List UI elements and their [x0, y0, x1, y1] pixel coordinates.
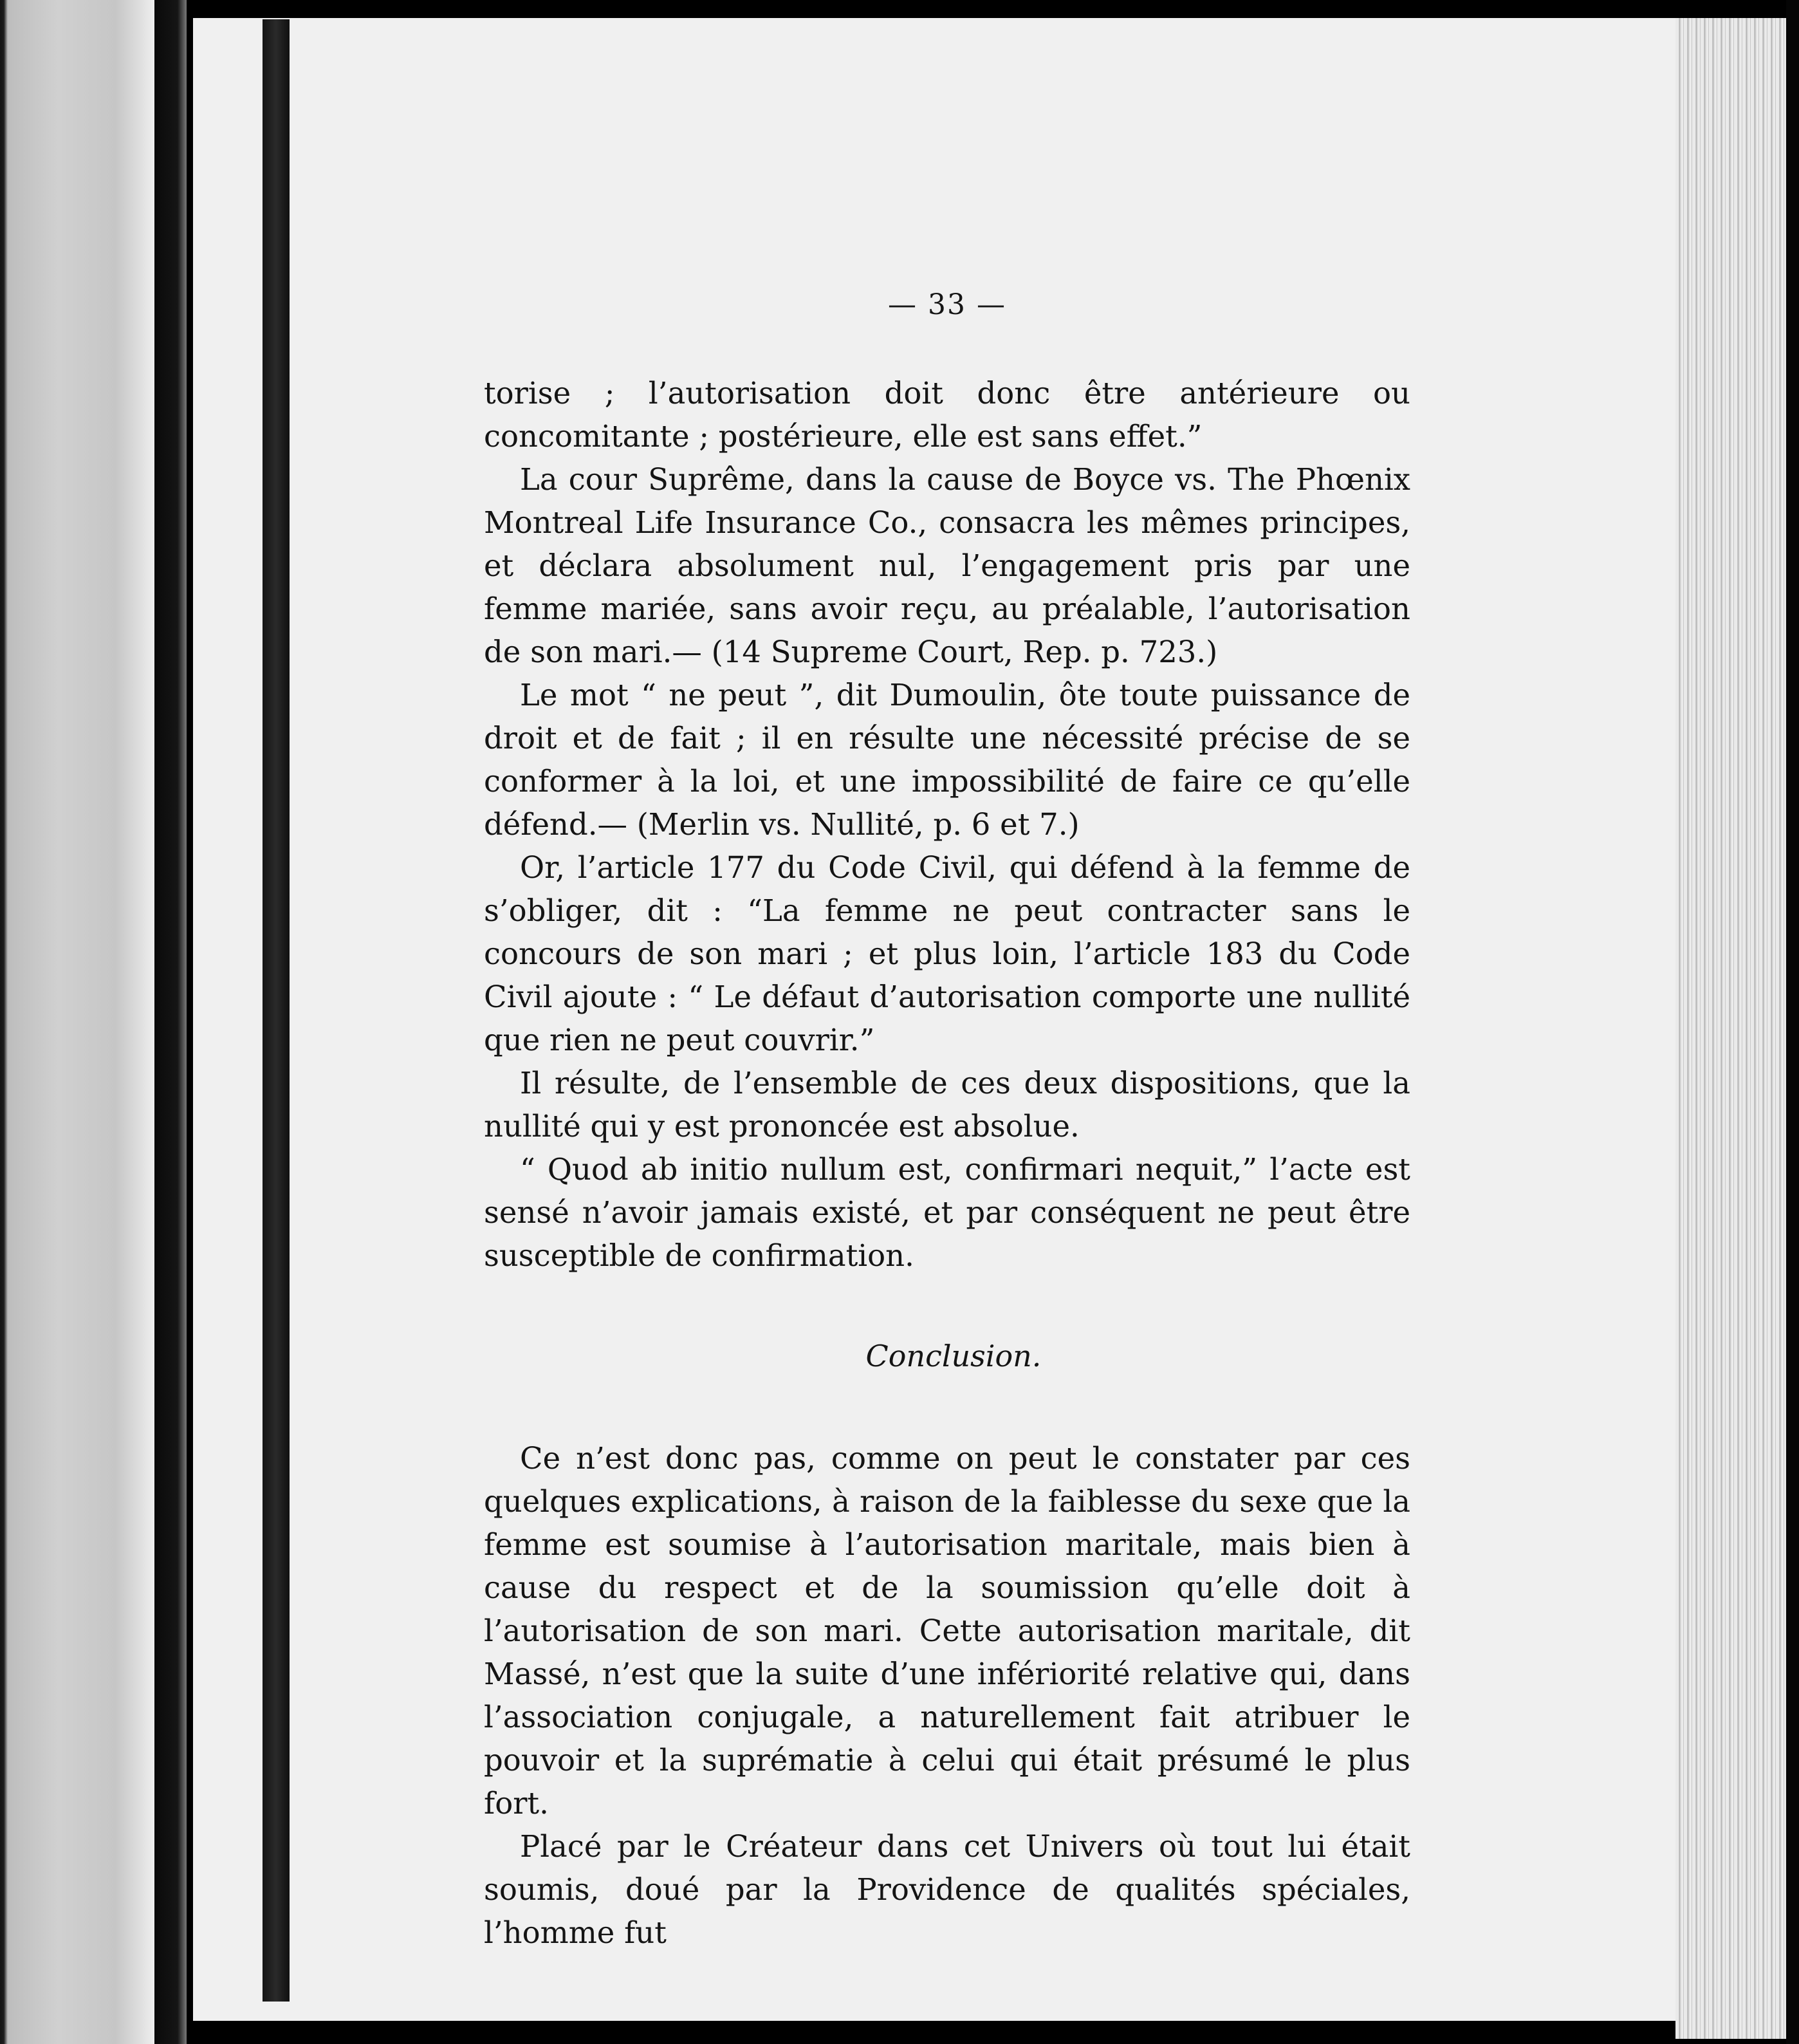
- scan-border: [1786, 0, 1799, 2044]
- paragraph-continuation: torise ; l’autorisation doit donc être antérieure ou concomitante ; postérieure, elle est sans effet.”: [484, 376, 1410, 454]
- paragraph-article-177: Or, l’article 177 du Code Civil, qui défend à la femme de s’obliger, dit : “La femme ne peut contracter sans le concours de son mari ; et plus loin, l’article 183 du Code Civil ajoute : “ Le défaut d’autorisation comporte une nullité que rien ne peut couvrir.”: [484, 850, 1410, 1057]
- paragraph-boyce: La cour Suprême, dans la cause de Boyce vs. The Phœnix Montreal Life Insurance Co., consacra les mêmes principes, et déclara absolument nul, l’engagement pris par une femme mariée, sans avoir reçu, au préalable, l’autorisation de son mari.— (14 Supreme Court, Rep. p. 723.): [484, 462, 1410, 669]
- binding-shadow: [263, 19, 290, 2002]
- page-stack-edge: [1675, 18, 1786, 2039]
- page-number: — 33 —: [888, 288, 1006, 321]
- paragraph-dumoulin: Le mot “ ne peut ”, dit Dumoulin, ôte toute puissance de droit et de fait ; il en résulte une nécessité précise de se conformer à la loi, et une impossibilité de faire ce qu’elle défend.— (Merlin vs. Nullité, p. 6 et 7.): [484, 678, 1410, 842]
- section-heading: Conclusion.: [865, 1339, 1042, 1373]
- paragraph-nullite: Il résulte, de l’ensemble de ces deux dispositions, que la nullité qui y est prononcée est absolue.: [484, 1066, 1410, 1144]
- page-body: [484, 372, 1410, 1955]
- paragraph-conclusion-2: Placé par le Créateur dans cet Univers où tout lui était soumis, doué par la Providence de qualités spéciales, l’homme fut: [484, 1829, 1410, 1950]
- paragraph-conclusion-1: Ce n’est donc pas, comme on peut le constater par ces quelques explications, à raison de la faiblesse du sexe que la femme est soumise à l’autorisation maritale, mais bien à cause du respect et de la soumission qu’elle doit à l’autorisation de son mari. Cette autorisation maritale, dit Massé, n’est que la suite d’une infériorité relative qui, dans l’association conjugale, a naturellement fait atribuer le pouvoir et la suprématie à celui qui était présumé le plus fort.: [484, 1441, 1410, 1821]
- book-gutter: [154, 0, 187, 2044]
- paragraph-quod-ab-initio: “ Quod ab initio nullum est, confirmari nequit,” l’acte est sensé n’avoir jamais existé, et par conséquent ne peut être susceptible de confirmation.: [484, 1152, 1410, 1273]
- facing-page-edge: [0, 0, 154, 2044]
